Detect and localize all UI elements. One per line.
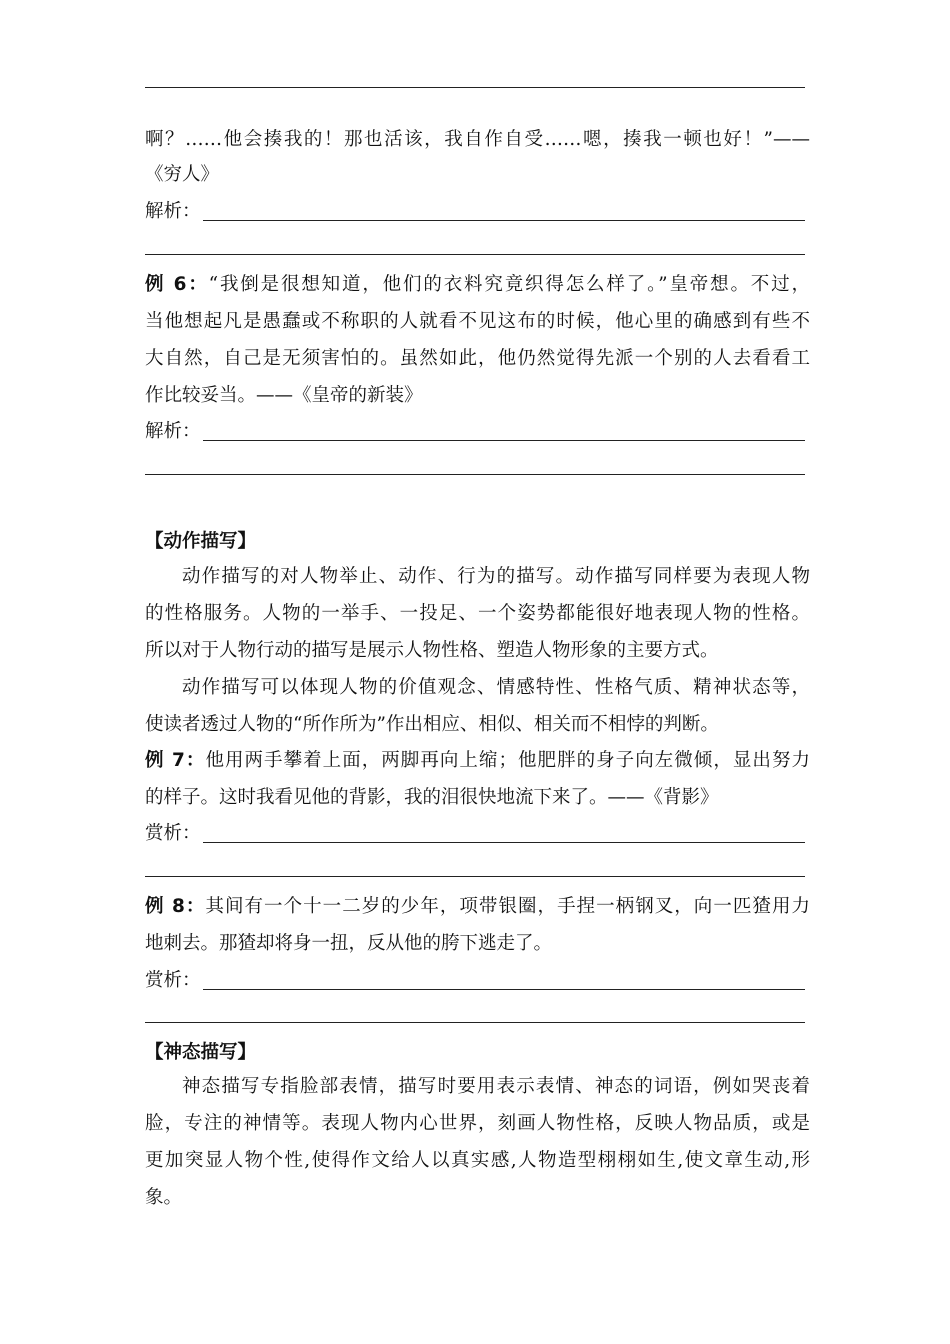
text-line: 所以对于人物行动的描写是展示人物性格、塑造人物形象的主要方式。 (145, 640, 719, 661)
answer-line (145, 254, 805, 255)
appreciation-label: 赏析： (145, 970, 201, 991)
text-line: 的样子。这时我看见他的背影，我的泪很快地流下来了。——《背影》 (145, 787, 719, 808)
text-line: 脸，专注的神情等。表现人物内心世界，刻画人物性格，反映人物品质，或是 (145, 1113, 810, 1134)
analysis-row (145, 200, 805, 224)
example-text: “我倒是很想知道，他们的衣料究竟织得怎么样了。”皇帝想。不过， (208, 274, 810, 295)
example-label: 例 6： (145, 274, 209, 295)
answer-line (145, 1022, 805, 1023)
analysis-label: 解析： (145, 421, 201, 442)
example-label: 例 8： (145, 896, 206, 917)
example-label: 例 7： (145, 750, 206, 771)
text-line: 动作描写可以体现人物的价值观念、情感特性、性格气质、精神状态等， (182, 677, 810, 698)
example-line (145, 273, 810, 297)
text-line: 象。 (145, 1187, 183, 1208)
text-line: 地刺去。那猹却将身一扭，反从他的胯下逃走了。 (145, 933, 553, 954)
analysis-row (145, 420, 805, 444)
answer-line (203, 440, 805, 441)
answer-line (145, 474, 805, 475)
text-line: 动作描写的对人物举止、动作、行为的描写。动作描写同样要为表现人物 (182, 566, 810, 587)
answer-line (145, 876, 805, 877)
text-line: 啊？……他会揍我的！那也活该，我自作自受……嗯，揍我一顿也好！”—— (145, 129, 810, 150)
answer-line (203, 989, 805, 990)
example-line (145, 749, 810, 773)
text-line: 大自然，自己是无须害怕的。虽然如此，他仍然觉得先派一个别的人去看看工 (145, 348, 810, 369)
example-text: 他用两手攀着上面，两脚再向上缩；他肥胖的身子向左微倾，显出努力 (205, 750, 810, 771)
section-heading: 【神态描写】 (145, 1042, 257, 1063)
answer-line (203, 220, 805, 221)
analysis-label: 解析： (145, 201, 201, 222)
appreciation-row (145, 822, 805, 846)
text-line: 的性格服务。人物的一举手、一投足、一个姿势都能很好地表现人物的性格。 (145, 603, 810, 624)
text-line: 作比较妥当。——《皇帝的新装》 (145, 385, 423, 406)
text-line: 更加突显人物个性,使得作文给人以真实感,人物造型栩栩如生,使文章生动,形 (145, 1150, 810, 1171)
example-line (145, 895, 810, 919)
example-text: 其间有一个十一二岁的少年，项带银圈，手捏一柄钢叉，向一匹猹用力 (205, 896, 810, 917)
appreciation-row (145, 969, 805, 993)
section-heading: 【动作描写】 (145, 531, 257, 552)
text-line: 《穷人》 (145, 164, 220, 185)
text-line: 神态描写专指脸部表情，描写时要用表示表情、神态的词语，例如哭丧着 (182, 1076, 810, 1097)
appreciation-label: 赏析： (145, 823, 201, 844)
text-line: 使读者透过人物的“所作所为”作出相应、相似、相关而不相悖的判断。 (145, 714, 719, 735)
answer-line (203, 842, 805, 843)
answer-line (145, 87, 805, 88)
text-line: 当他想起凡是愚蠢或不称职的人就看不见这布的时候，他心里的确感到有些不 (145, 311, 810, 332)
